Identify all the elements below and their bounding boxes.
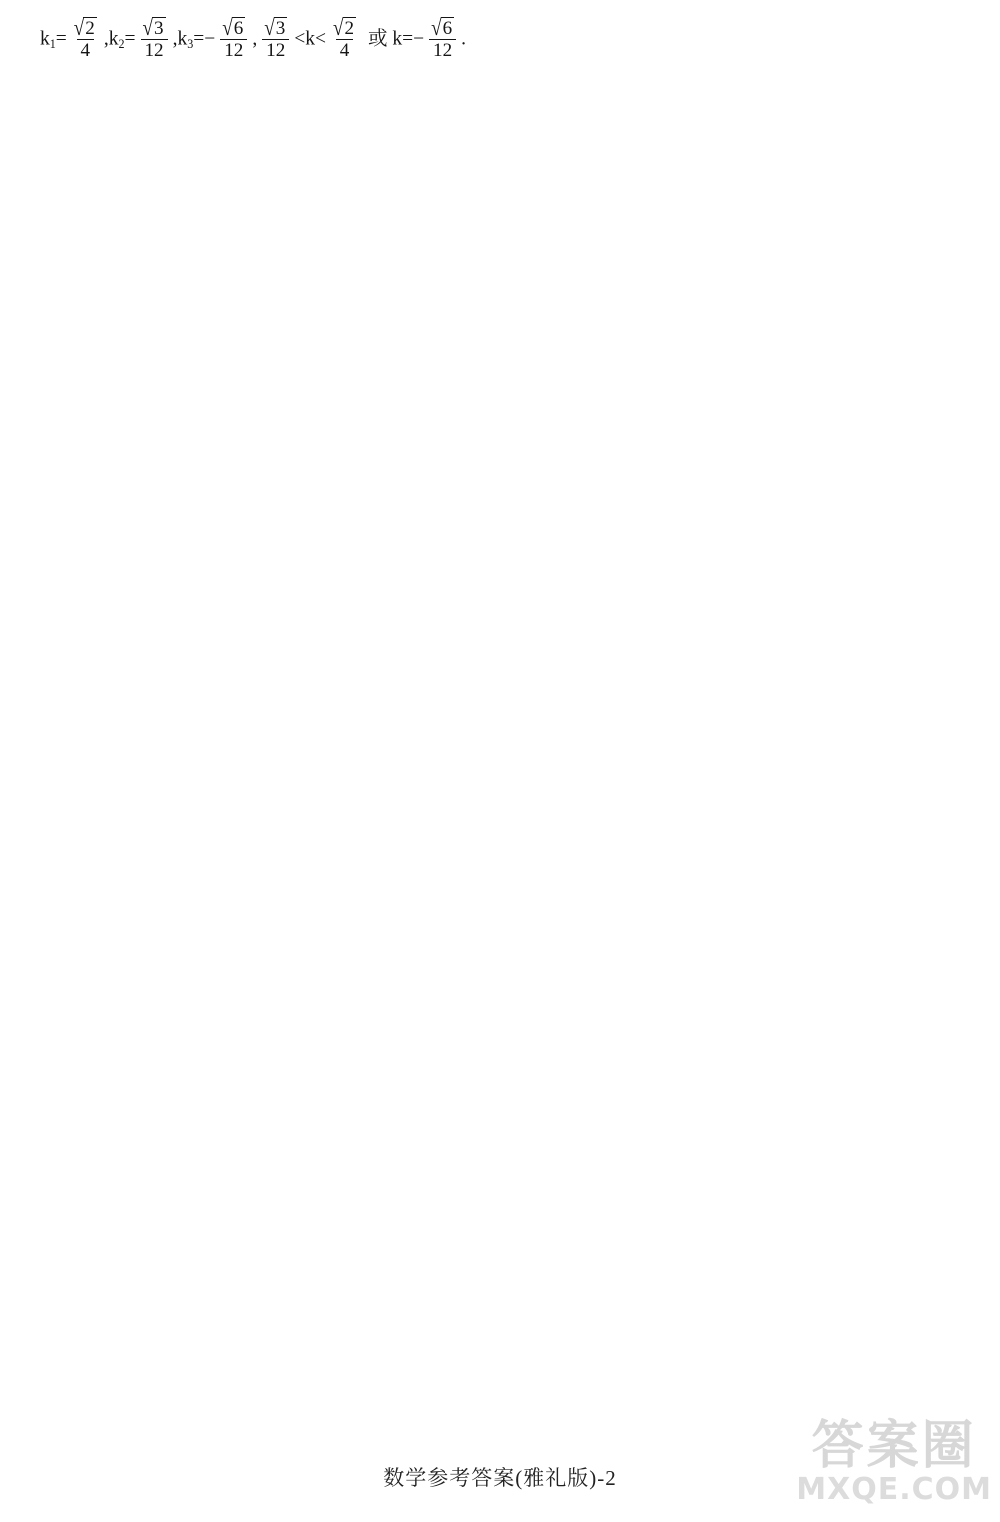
answer-line: $k_1=$ $\frac{√2}{4}$ $,k_2=$ $\frac{√3}{12}$ $,k_3=-$ $\frac{√6}{12}$ , $\frac{√3}{12}$ <k< $\frac{√2}{4}$ 或 k=− $\frac{√6}{12}$ . xyxy=(40,16,467,62)
brand-site-text: MXQE.COM xyxy=(796,1472,992,1507)
brand-watermark xyxy=(796,1416,992,1508)
page-footer: 数学参考答案(雅礼版)-2 xyxy=(383,1466,617,1490)
brand-logo-text: 答案圈 xyxy=(811,1416,977,1476)
answer-lines xyxy=(0,18,1000,62)
